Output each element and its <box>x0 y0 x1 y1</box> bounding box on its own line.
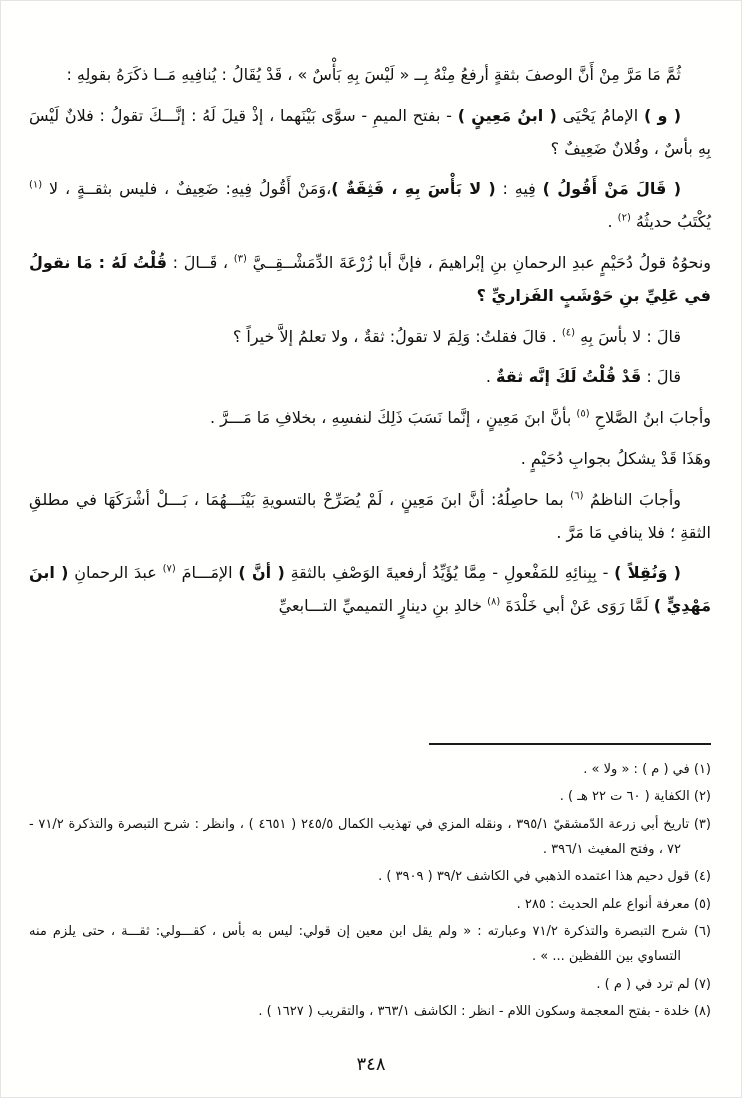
footnote-reference: (٢) <box>617 212 631 224</box>
text-run: - بفتح الميمِ - سوَّى بَيْنَهما ، إذْ قيلَ لَهُ : إنَّـــكَ تقولُ : فلانٌ لَيْسَ بِهِ بأسٌ ، وفُلانٌ ضَعِيفٌ ؟ <box>29 105 711 158</box>
bold-text-run: ( لا بَأْسَ بِهِ ، فَثِقَةٌ ) <box>331 179 496 199</box>
footnote-number: (٢) <box>689 789 711 805</box>
bold-text-run: ( وَنُقِلاً ) <box>614 563 681 583</box>
bold-text-run: ( أنَّ ) <box>238 563 285 583</box>
text-run: لَمَّا رَوَى عَنْ أبي خَلْدَةَ <box>500 596 654 616</box>
footnote-item <box>29 757 711 782</box>
footnote-number: (٤) <box>689 869 711 885</box>
body-paragraph <box>29 321 711 354</box>
footnote-item <box>29 972 711 997</box>
text-run: . <box>607 212 618 232</box>
footnote-item <box>29 999 711 1024</box>
footnote-reference: (٦) <box>570 490 584 502</box>
footnote-number: (٥) <box>689 896 711 912</box>
body-paragraph <box>29 100 711 166</box>
text-run: عبدَ الرحمانِ <box>68 563 163 583</box>
body-paragraph <box>29 247 711 313</box>
text-run: الإمَـــامَ <box>175 563 239 583</box>
body-paragraph <box>29 557 711 623</box>
footnote-number: (٧) <box>689 976 711 992</box>
footnote-text: معرفة أنواع علم الحديث : ٢٨٥ . <box>516 896 690 912</box>
body-paragraph <box>29 443 711 476</box>
footnote-text: تاريخ أبي زرعة الدّمشقيّ ٣٩٥/١ ، ونقله المزي في تهذيب الكمال ٢٤٥/٥ ( ٤٦٥١ ) ، وانظر : شرح التبصرة والتذكرة ٧١/٢ - ٧٢ ، وفتح المغيث ٣٩٦/١ . <box>29 816 690 858</box>
text-run: خالدِ بنِ دينارٍ التميميِّ التـــابعيِّ <box>278 596 488 616</box>
body-paragraph <box>29 59 711 92</box>
text-run: قالَ : <box>641 367 681 387</box>
footnote-item <box>29 812 711 863</box>
footnote-item <box>29 864 711 889</box>
text-run: بما حاصِلُهُ: أنَّ ابنَ مَعِينٍ ، لَمْ يُصَرِّحْ بالتسويةِ بَيْنَـــهُمَا ، بَـــلْ أشْرَكَهَا في مطلقِ الثقةِ ؛ فلا ينافي مَا مَرَّ . <box>29 489 711 542</box>
body-paragraph <box>29 484 711 550</box>
footnote-text: قول دحيم هذا اعتمده الذهبي في الكاشف ٣٩/٢ ( ٣٩٠٩ ) . <box>378 869 690 885</box>
footnote-separator <box>429 743 711 745</box>
footnote-item <box>29 784 711 809</box>
footnote-reference: (٧) <box>162 564 176 576</box>
footnote-text: الكفاية ( ٦٠ ت ٢٢ هـ ) . <box>559 789 690 805</box>
footnote-text: خلدة - بفتح المعجمة وسكون اللام - انظر : الكاشف ٣٦٣/١ ، والتقريب ( ١٦٢٧ ) . <box>258 1004 690 1020</box>
text-run: ونحوُهُ قولُ دُحَيْمٍ عبدِ الرحمانِ بنِ إبْراهيمَ ، فإنَّ أبا زُرْعَةَ الدِّمَشْــقِــيَّ <box>246 252 712 272</box>
text-run: وأجابَ ابنُ الصَّلاحِ <box>589 408 711 428</box>
text-run: فِيهِ : <box>495 179 543 199</box>
bold-text-run: ( و ) <box>643 105 682 125</box>
text-run: بأنَّ ابنَ مَعِينٍ ، إنَّما نَسَبَ ذَلِكَ لنفسِهِ ، بخلافِ مَا مَـــرَّ . <box>210 408 577 428</box>
footnote-number: (٦) <box>687 924 711 940</box>
main-text-block <box>29 59 711 631</box>
bold-text-run: قُلْتُ لَهُ : مَا نقولُ في عَلِيِّ بنِ حَوْشَبٍ الفَزاريِّ ؟ <box>29 252 711 305</box>
footnote-item <box>29 892 711 917</box>
text-run: - بِبِنائِهِ للمَفْعولِ - مِمَّا يُؤَيِّدُ أرفعيةَ الوَصْفِ بالثقةِ <box>284 563 615 583</box>
bold-text-run: ( ابنُ مَعِينٍ ) <box>457 105 557 125</box>
footnote-number: (٣) <box>689 816 711 832</box>
body-paragraph <box>29 402 711 435</box>
body-paragraph <box>29 173 711 239</box>
footnote-text: في ( م ) : « ولا » . <box>583 762 690 777</box>
footnote-number: (٨) <box>689 1004 711 1020</box>
body-paragraph <box>29 361 711 394</box>
footnotes-section <box>29 757 711 1026</box>
footnote-reference: (١) <box>29 180 43 192</box>
bold-text-run: قَدْ قُلْتُ لَكَ إنَّه ثقةٌ <box>496 367 642 387</box>
footnote-reference: (٨) <box>487 596 501 608</box>
footnote-reference: (٥) <box>576 408 590 420</box>
text-run: ،وَمَنْ أَقُولُ فِيهِ: ضَعِيفٌ ، فليس بثقــةٍ ، لا <box>42 179 332 199</box>
text-run: يُكْتَبُ حديثُهُ <box>630 212 711 232</box>
bold-text-run: ( قَالَ مَنْ أَقُولُ ) <box>542 179 682 199</box>
footnote-number: (١) <box>689 762 711 777</box>
text-run: قالَ : لا بأسَ بِهِ <box>575 326 681 346</box>
text-run: ثُمَّ مَا مَرَّ مِنْ أَنَّ الوصفَ بثقةٍ أرفعُ مِنْهُ بِــ « لَيْسَ بِهِ بَأْسٌ » ، قَدْ يُقَالُ : يُنافِيهِ مَــا ذكَرَهُ بقولِهِ : <box>66 65 681 84</box>
text-run: وأجابَ الناظمُ <box>583 489 681 509</box>
footnote-reference: (٣) <box>233 253 247 265</box>
footnote-reference: (٤) <box>561 327 576 339</box>
footnote-item <box>29 919 711 970</box>
footnote-text: شرح التبصرة والتذكرة ٧١/٢ وعبارته : « ولم يقل ابن معين إن قولي: ليس به بأس ، كقـــولي: ثقـــة ، حتى يلزم منه التساوي بين اللفظين ... » . <box>29 924 688 965</box>
text-run: . <box>485 367 496 387</box>
footnote-text: لم ترد في ( م ) . <box>596 976 690 992</box>
text-run: ، قَــالَ : <box>167 252 234 272</box>
text-run: . قالَ فقلتُ: وَلِمَ لا تقولُ: ثقةٌ ، ولا تعلمُ إلاَّ خيراً ؟ <box>232 326 562 346</box>
bold-text-run: ( ابنَ مَهْدِيٍّ ) <box>29 563 711 616</box>
text-run: وهَذَا قَدْ يشكلُ بجوابِ دُحَيْمٍ . <box>520 448 711 468</box>
page-number: ٣٤٨ <box>356 1054 386 1075</box>
text-run: الإمامُ يَحْيَى <box>556 105 644 125</box>
